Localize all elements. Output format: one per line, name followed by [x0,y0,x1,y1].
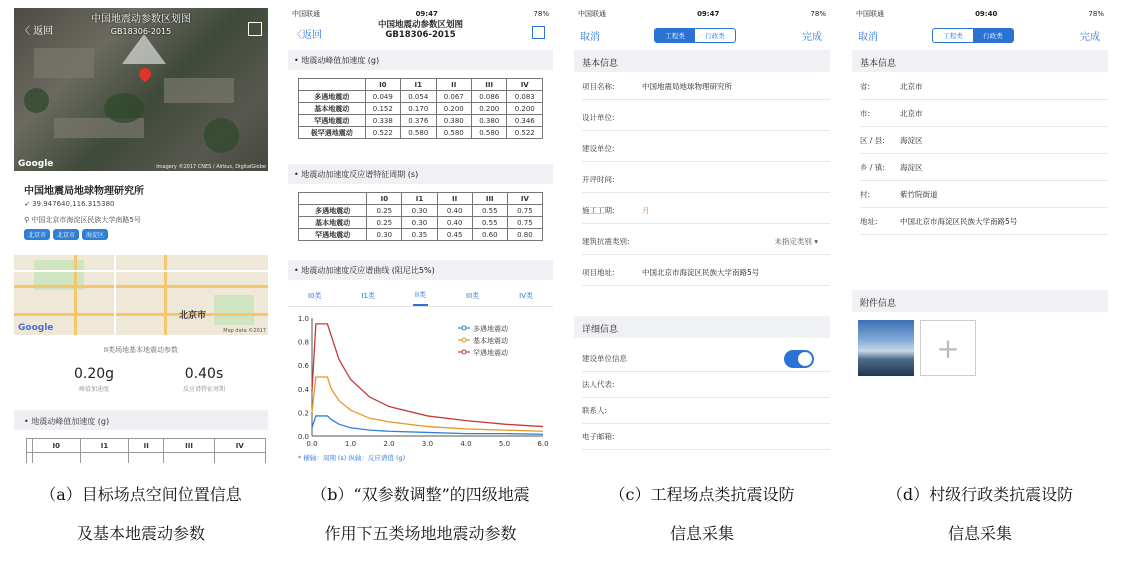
form-row[interactable]: 区 / 县: 海淀区 [860,128,1108,154]
caption-b: （b）“双参数调整”的四级地震 作用下五类场地地震动参数 [311,485,530,543]
tab-class-iii[interactable]: III类 [465,291,480,300]
form-row[interactable]: 村: 紫竹院街道 [860,182,1108,208]
satellite-map[interactable] [14,8,268,171]
row-contact[interactable]: 联系人: [582,398,830,424]
tag-city[interactable]: 北京市 [53,229,79,240]
period-label: 反应谱特征周期 [182,386,225,393]
site-triangle-marker [122,34,166,64]
table-cell: 0.380 [436,115,471,127]
edit-icon[interactable] [532,26,545,39]
nav-bar [852,22,1108,46]
series-line-3 [312,324,543,427]
table-cell: 0.522 [507,127,543,139]
table-cell: 0.55 [472,217,507,229]
type-segmented-control [932,28,1014,43]
table-cell: 0.338 [365,115,400,127]
table-cell: 0.30 [367,229,402,241]
table-cell: 0.80 [507,229,542,241]
table-header: I1 [401,79,436,91]
table-cell: 0.376 [401,115,436,127]
table-cell: 0.60 [472,229,507,241]
table-cell: 0.200 [471,103,506,115]
form-row[interactable]: 地址: 中国北京市海淀区民族大学南路5号 [860,209,1108,235]
table-cell: 0.55 [472,205,507,217]
table-cell: 基本地震动 [299,217,367,229]
legend-label-3: 罕遇地震动 [473,349,508,357]
institution-name: 中国地震局地球物理研究所 [24,186,144,197]
coordinates: ➶ 39.947640,116.315380 [24,200,115,208]
table-cell: 0.054 [401,91,436,103]
map-title: 中国地震动参数区划图 GB18306-2015 [91,14,191,36]
table-cell: 0.580 [436,127,471,139]
back-button[interactable]: 〈返回 [292,30,322,41]
seismic-category-select[interactable]: 未指定类别 ▾ [774,237,818,246]
table-cell: 罕遇地震动 [299,229,367,241]
section-pga: • 地震动峰值加速度 (g) [288,50,553,70]
table-header: II [436,79,471,91]
pga-label: 峰值加速度 [78,386,109,393]
segment-admin[interactable]: 行政类 [705,32,725,40]
google-logo: Google [18,159,54,169]
form-row[interactable]: 施工工期: 月 [582,198,830,224]
section-pga: • 地震动峰值加速度 (g) [14,410,268,430]
table-cell: 0.25 [367,205,402,217]
site-class-tabs [288,285,553,307]
section-basic-info: 基本信息 [574,50,830,72]
y-tick-label: 0.4 [297,385,309,394]
site-param-title: II类场地基本地震动参数 [103,346,179,354]
table-row [299,217,543,229]
google-logo-2: Google [18,323,54,333]
table-header: I1 [402,193,437,205]
edit-icon[interactable] [248,22,262,36]
axis-note: * 横轴：周期 (s) 纵轴：反应谱值 (g) [298,454,406,462]
table-row [299,127,543,139]
table-row [299,205,543,217]
legend-label-2: 基本地震动 [473,337,508,345]
table-header: II [437,193,472,205]
table-row [299,91,543,103]
form-row[interactable]: 省: 北京市 [860,74,1108,100]
phone-screen-project-form [574,8,830,463]
table-row [299,103,543,115]
form-row[interactable]: 市: 北京市 [860,101,1108,127]
y-tick-label: 0.0 [297,433,309,441]
type-segmented-control [654,28,736,43]
status-bar: 中国联通 09:47 78% [292,10,549,18]
tab-class-ii[interactable]: II类 [413,286,428,306]
map-data-credit: Map data ©2017 [223,328,266,334]
table-cell: 0.083 [507,91,543,103]
section-detail-info: 详细信息 [574,316,830,338]
tag-province[interactable]: 北京市 [24,229,50,240]
row-email[interactable]: 电子邮箱: [582,424,830,450]
address: ⚲ 中国北京市海淀区民族大学南路5号 [24,216,141,224]
section-period: • 地震动加速度反应谱特征周期 (s) [288,164,553,184]
table-row [299,229,543,241]
caption-d: （d）村级行政类抗震设防 信息采集 [886,485,1074,543]
table-cell: 0.152 [365,103,400,115]
pga-table [298,78,543,139]
y-tick-label: 0.6 [297,362,309,371]
table-header [299,79,366,91]
caption-a: （a）目标场点空间位置信息 及基本地震动参数 [40,485,242,543]
nav-bar [288,20,553,46]
owner-info-toggle[interactable] [784,350,814,368]
table-cell: 0.45 [437,229,472,241]
x-tick-label: 3.0 [421,440,434,448]
form-row[interactable]: 项目地址: 中国北京市海淀区民族大学南路5号 [582,260,830,286]
y-tick-label: 1.0 [297,315,309,323]
tab-class-iv[interactable]: IV类 [519,291,533,300]
y-tick-label: 0.2 [297,409,309,418]
table-cell: 0.40 [437,205,472,217]
legend-label-1: 多遇地震动 [473,325,508,333]
caption-c: （c）工程场点类抗震设防 信息采集 [609,485,795,543]
phone-screen-admin-form [852,8,1108,463]
table-header: I0 [365,79,400,91]
table-header: I0 [367,193,402,205]
form-row[interactable]: 项目名称: 中国地震局地球物理研究所 [582,74,830,100]
form-row[interactable]: 建筑抗震类别: 未指定类别 ▾ [582,229,830,255]
x-tick-label: 1.0 [344,440,357,448]
table-header: III [472,193,507,205]
form-row[interactable]: 开评时间: [582,167,830,193]
section-basic-info: 基本信息 [852,50,1108,72]
done-button[interactable]: 完成 [802,32,822,43]
row-legal-rep[interactable]: 法人代表: [582,372,830,398]
nav-bar [574,22,830,46]
table-header [299,193,367,205]
table-header: III [471,79,506,91]
phone-screen-site-location [14,8,268,463]
add-attachment-button[interactable]: + [920,320,976,376]
table-cell: 0.580 [401,127,436,139]
table-header: IV [507,193,542,205]
form-row[interactable]: 设计单位: [582,105,830,131]
table-cell: 0.380 [471,115,506,127]
table-cell: 基本地震动 [299,103,366,115]
x-tick-label: 6.0 [537,440,549,448]
table-cell: 0.75 [507,205,542,217]
table-cell: 0.35 [402,229,437,241]
table-cell: 0.200 [507,103,543,115]
table-cell: 极罕遇地震动 [299,127,366,139]
location-pin-icon [137,66,154,83]
table-row [299,115,543,127]
status-bar: 中国联通 09:47 78% [578,10,826,18]
attachment-photo-thumbnail[interactable] [858,320,914,376]
phone-screen-ground-motion-params [288,8,553,463]
legend-marker-1 [462,326,466,330]
table-cell: 0.200 [436,103,471,115]
table-header: IV [507,79,543,91]
x-tick-label: 0.0 [306,440,318,448]
form-row[interactable]: 建设单位: [582,136,830,162]
cancel-button[interactable]: 取消 [858,32,878,43]
region-tags [24,229,108,240]
table-cell: 0.067 [436,91,471,103]
tag-district[interactable]: 海淀区 [82,229,108,240]
y-tick-label: 0.8 [297,338,309,347]
tab-class-i0[interactable]: I0类 [307,291,322,300]
form-row[interactable]: 乡 / 镇: 海淀区 [860,155,1108,181]
city-label: 北京市 [179,311,207,321]
segment-project[interactable]: 工程类 [943,32,963,40]
row-owner-info: 建设单位信息 [582,346,830,372]
table-cell: 0.30 [402,205,437,217]
done-button[interactable]: 完成 [1080,32,1100,43]
table-cell: 罕遇地震动 [299,115,366,127]
x-tick-label: 5.0 [498,440,511,448]
segment-admin[interactable]: 行政类 [973,29,1013,42]
pga-value: 0.20g [73,366,115,382]
x-tick-label: 2.0 [383,440,395,448]
table-cell: 多遇地震动 [299,91,366,103]
tab-class-i1[interactable]: I1类 [361,291,375,300]
response-spectrum-chart [288,308,553,454]
period-table [298,192,543,241]
table-cell: 0.30 [402,217,437,229]
nav-title: 中国地震动参数区划图 GB18306-2015 [377,20,463,40]
x-tick-label: 4.0 [460,440,472,448]
table-cell: 0.522 [365,127,400,139]
table-cell: 0.049 [365,91,400,103]
period-value: 0.40s [184,366,224,382]
status-bar: 中国联通 09:40 78% [856,10,1104,18]
back-button[interactable]: 〈 返回 [20,26,54,37]
segment-project[interactable]: 工程类 [655,29,695,42]
table-cell: 0.75 [507,217,542,229]
pga-table-partial: I0 I1 II III IV [26,438,266,463]
imagery-credit: Imagery ©2017 CNES / Airbus, DigitalGlobe [156,164,266,170]
table-cell: 0.346 [507,115,543,127]
section-attachments: 附件信息 [852,290,1108,312]
table-cell: 0.25 [367,217,402,229]
legend-marker-3 [462,350,466,354]
table-cell: 0.40 [437,217,472,229]
table-cell: 多遇地震动 [299,205,367,217]
series-line-2 [312,377,543,431]
table-cell: 0.170 [401,103,436,115]
legend-marker-2 [462,338,466,342]
table-cell: 0.580 [471,127,506,139]
road-map[interactable] [14,255,268,335]
cancel-button[interactable]: 取消 [580,32,600,43]
table-cell: 0.086 [471,91,506,103]
section-spectrum: • 地震动加速度反应谱曲线 (阻尼比5%) [288,260,553,280]
